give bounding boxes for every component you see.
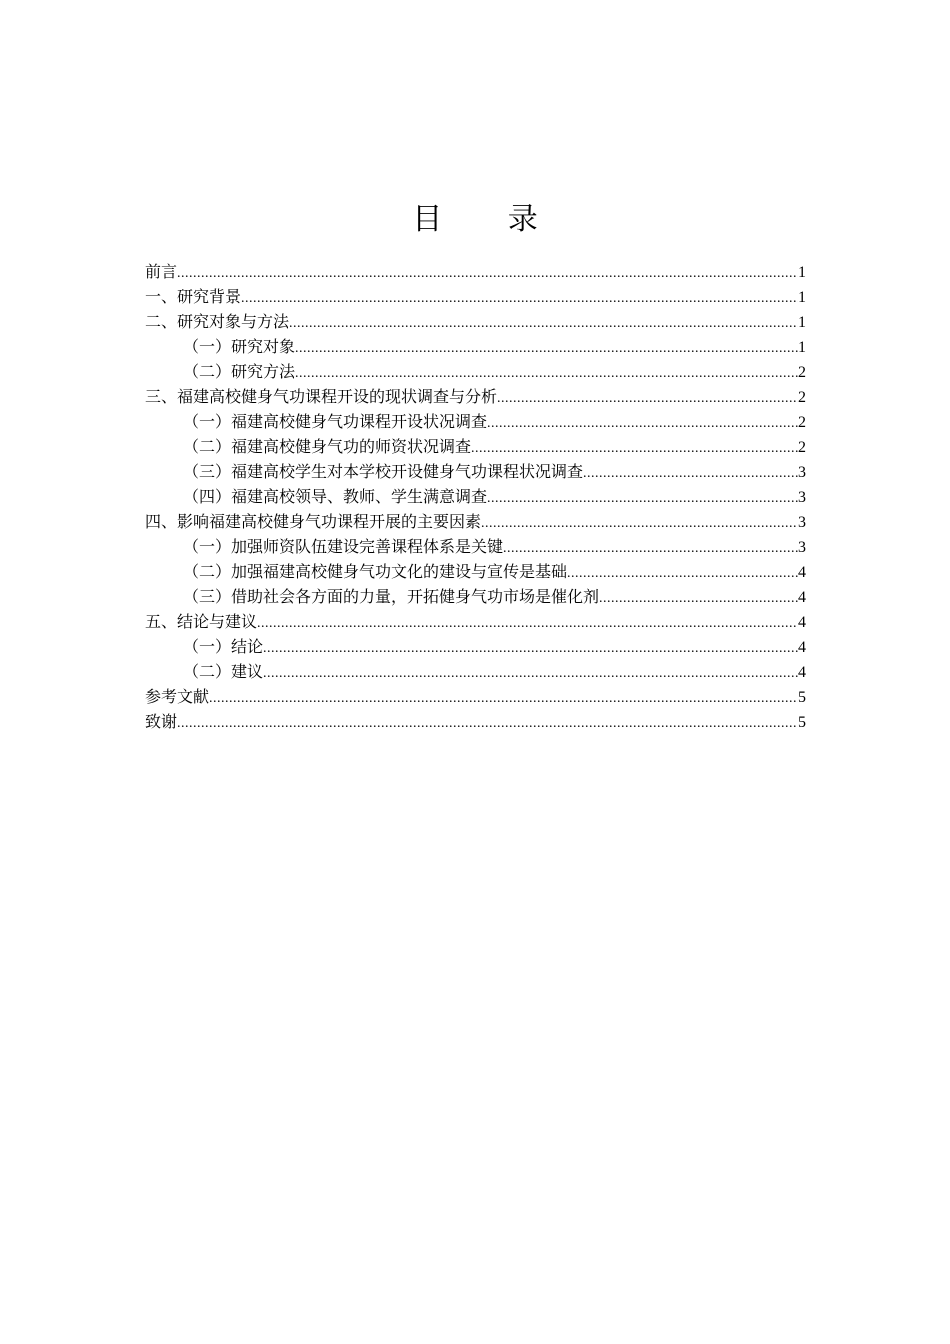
toc-page-number: 2 [798,439,806,456]
toc-subentry[interactable] [145,634,806,659]
toc-page-number: 1 [798,314,806,331]
toc-entry-text: 五、结论与建议 [145,612,258,631]
toc-dot-leader [503,536,798,561]
toc-dot-leader [263,661,798,686]
toc-page-number: 2 [798,414,806,431]
toc-dot-leader [471,436,798,461]
toc-entry-text: 参考文献 [145,687,210,706]
toc-page-number: 3 [798,464,806,481]
toc-entry[interactable] [145,309,806,334]
toc-dot-leader [583,461,798,486]
toc-page-number: 2 [798,364,806,381]
toc-entry-text: （一）研究对象 [183,337,296,356]
toc-entry[interactable] [145,259,806,284]
toc-entry-text: （四）福建高校领导、教师、学生满意调查 [183,487,488,506]
toc-dot-leader [599,586,798,611]
toc-page-number: 4 [798,589,806,606]
toc-subentry[interactable] [145,359,806,384]
toc-entry-text: （二）加强福建高校健身气功文化的建设与宣传是基础 [183,562,568,581]
toc-entry[interactable] [145,284,806,309]
toc-page-number: 1 [798,264,806,281]
toc-dot-leader [209,686,798,711]
toc-page-number: 4 [798,664,806,681]
toc-subentry[interactable] [145,534,806,559]
toc-entry[interactable] [145,609,806,634]
toc-dot-leader [177,711,798,736]
toc-subentry[interactable] [145,409,806,434]
toc-dot-leader [487,411,798,436]
page-title: 目 录 [412,202,566,237]
toc-subentry[interactable] [145,484,806,509]
toc-page-number: 1 [798,339,806,356]
toc-subentry[interactable] [145,584,806,609]
toc-dot-leader [257,611,798,636]
toc-page-number: 1 [798,289,806,306]
toc-dot-leader [481,511,798,536]
toc-entry-text: （三）借助社会各方面的力量，开拓健身气功市场是催化剂 [183,587,600,606]
toc-page-number: 4 [798,564,806,581]
toc-dot-leader [497,386,798,411]
toc-entry-text: 三、福建高校健身气功课程开设的现状调查与分析 [145,387,498,406]
toc-subentry[interactable] [145,459,806,484]
toc-page-number: 4 [798,639,806,656]
toc-entry-text: 致谢 [145,712,178,731]
toc-entry-text: （一）加强师资队伍建设完善课程体系是关键 [183,537,504,556]
toc-entry[interactable] [145,684,806,709]
toc-dot-leader [177,261,798,286]
toc-entry-text: （一）结论 [183,637,264,656]
toc-dot-leader [295,336,798,361]
toc-page-number: 2 [798,389,806,406]
toc-entry-text: 四、影响福建高校健身气功课程开展的主要因素 [145,512,482,531]
toc-page-number: 3 [798,489,806,506]
toc-entry[interactable] [145,509,806,534]
toc-dot-leader [487,486,798,511]
toc-entry-text: （二）福建高校健身气功的师资状况调查 [183,437,472,456]
toc-entry-text: 前言 [145,262,178,281]
toc-dot-leader [289,311,798,336]
toc-subentry[interactable] [145,659,806,684]
toc-entry[interactable] [145,709,806,734]
toc-dot-leader [295,361,798,386]
toc-entry-text: （二）研究方法 [183,362,296,381]
toc-page-number: 5 [798,689,806,706]
toc-page-number: 3 [798,539,806,556]
table-of-contents [145,259,806,734]
toc-dot-leader [567,561,798,586]
toc-subentry[interactable] [145,559,806,584]
toc-entry-text: 一、研究背景 [145,287,242,306]
toc-entry-text: （三）福建高校学生对本学校开设健身气功课程状况调查 [183,462,584,481]
toc-dot-leader [241,286,798,311]
toc-entry-text: （二）建议 [183,662,264,681]
toc-entry-text: （一）福建高校健身气功课程开设状况调查 [183,412,488,431]
toc-entry-text: 二、研究对象与方法 [145,312,290,331]
toc-page-number: 3 [798,514,806,531]
toc-entry[interactable] [145,384,806,409]
toc-subentry[interactable] [145,334,806,359]
toc-subentry[interactable] [145,434,806,459]
toc-page-number: 4 [798,614,806,631]
toc-page-number: 5 [798,714,806,731]
toc-dot-leader [263,636,798,661]
